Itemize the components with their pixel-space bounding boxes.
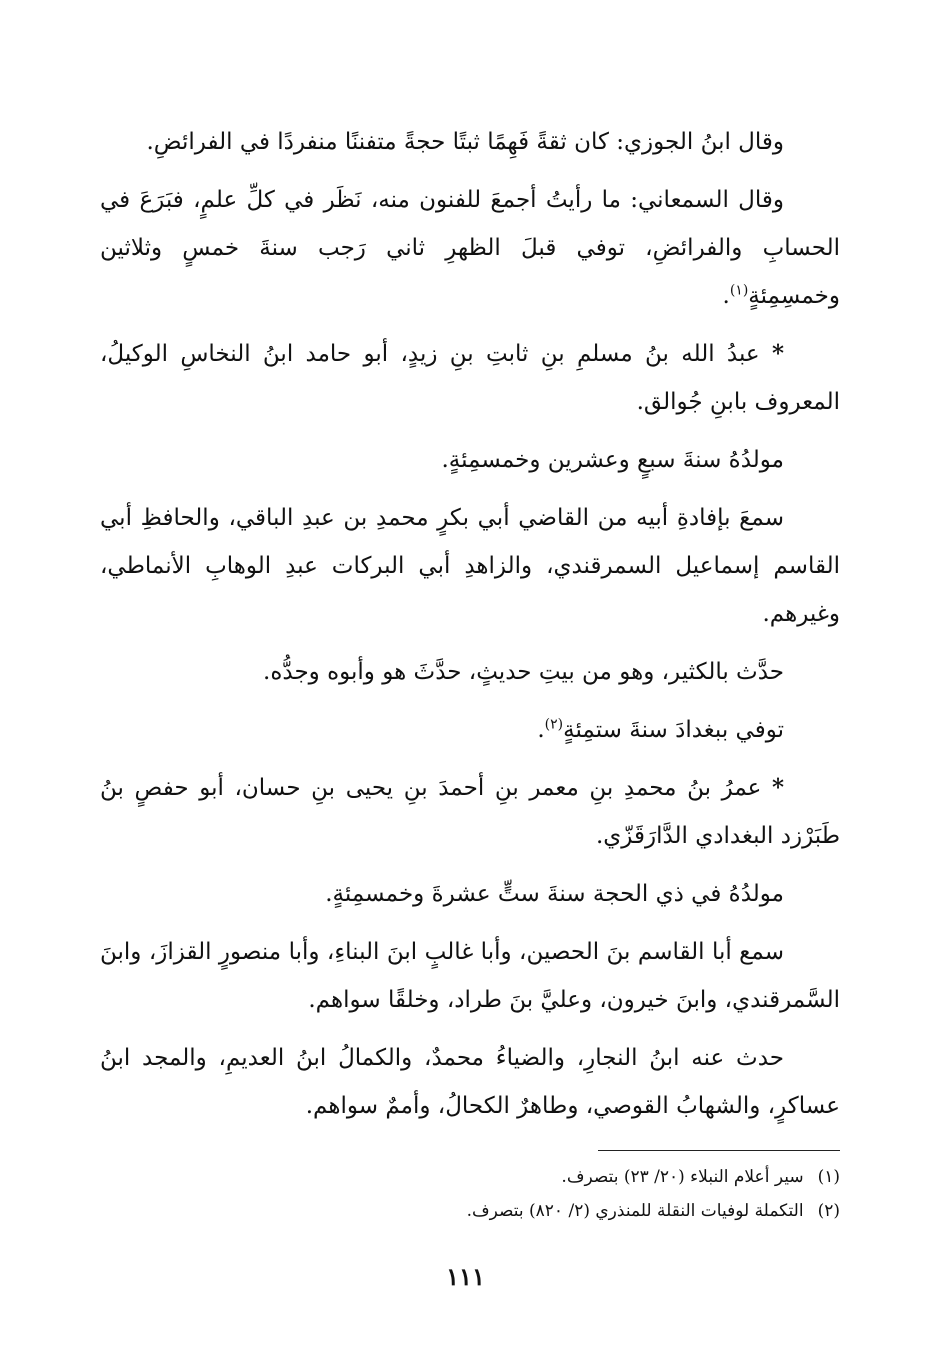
paragraph-death-1 — [100, 706, 840, 754]
footnote-separator — [598, 1150, 840, 1151]
paragraph-heard-1 — [100, 494, 840, 638]
paragraph-text: حدث عنه ابنُ النجارِ، والضياءُ محمدٌ، والكمالُ ابنُ العديمِ، والمجد ابنُ عساكرٍ، والشهابُ القوصي، وطاهرٌ الكحالُ، وأممٌ سواهم. — [100, 1045, 840, 1119]
footnote-ref-2[interactable]: (٢) — [544, 716, 564, 733]
paragraph-text: مولدُهُ في ذي الحجة سنةَ ستٍّ عشرةَ وخمسمِئةٍ. — [325, 881, 784, 907]
paragraph-birth-1 — [100, 436, 840, 484]
footnote-1 — [100, 1160, 840, 1194]
entry-heading-text: عمرُ بنُ محمدِ بنِ معمر بنِ أحمدَ بنِ يحيى بنِ حسان، أبو حفصٍ بنُ طَبَرْزد البغدادي الدَّارَقَزّي. — [100, 775, 840, 849]
paragraph-text: سمع أبا القاسم بنَ الحصين، وأبا غالبٍ ابنَ البناءِ، وأبا منصورٍ القزازَ، وابنَ السَّمرقندي، وابنَ خيرون، وعليَّ بنَ طراد، وخلقًا سواهم. — [100, 939, 840, 1013]
entry-heading-text: عبدُ الله بنُ مسلمِ بنِ ثابتِ بنِ زيدٍ، أبو حامد ابنُ النخاسِ الوكيلُ، المعروف بابنِ جُوالق. — [100, 341, 840, 415]
paragraph-text: وقال السمعاني: ما رأيتُ أجمعَ للفنون منه، نَظَر في كلِّ علمٍ، فبَرَعَ في الحسابِ والفرائضِ، توفي قبلَ الظهرِ ثاني رَجب سنةَ خمسٍ وثلاثين وخمسِمِئةٍ — [100, 187, 840, 309]
main-text — [100, 118, 840, 1140]
footnote-2 — [100, 1194, 840, 1228]
paragraph-text: مولدُهُ سنةَ سبعٍ وعشرين وخمسمِئةٍ. — [441, 447, 784, 473]
footnote-number: (٢) — [817, 1201, 840, 1221]
page-number: ١١١ — [446, 1262, 485, 1291]
period: . — [722, 283, 730, 309]
paragraph-text: وقال ابنُ الجوزي: كان ثقةً فَهِمًا ثبتًا حجةً متفننًا منفردًا في الفرائضِ. — [146, 129, 784, 155]
paragraph-heard-2 — [100, 928, 840, 1024]
footnote-text: التكملة لوفيات النقلة للمنذري (٢/ ٨٢٠) بتصرف. — [466, 1201, 804, 1221]
footnote-text: سير أعلام النبلاء (٢٠/ ٢٣) بتصرف. — [561, 1167, 804, 1187]
entry-abdullah-ibn-muslim — [100, 330, 840, 426]
paragraph-birth-2 — [100, 870, 840, 918]
paragraph-narrated-2 — [100, 1034, 840, 1130]
paragraph-samaani — [100, 176, 840, 320]
paragraph-text: حدَّث بالكثير، وهو من بيتِ حديثٍ، حدَّثَ هو وأبوه وجدُّه. — [263, 659, 784, 685]
paragraph-text: توفي ببغدادَ سنةَ ستمِئةٍ — [563, 717, 784, 743]
entry-star-marker: * — [771, 340, 785, 367]
entry-star-marker: * — [771, 774, 785, 801]
period: . — [537, 717, 545, 743]
footnotes — [100, 1160, 840, 1228]
paragraph-text: سمعَ بإفادةِ أبيه من القاضي أبي بكرٍ محمدِ بن عبدِ الباقي، والحافظِ أبي القاسم إسماعيل السمرقندي، والزاهدِ أبي البركات عبدِ الوهابِ الأنماطي، وغيرهم. — [100, 505, 840, 627]
footnote-number: (١) — [817, 1167, 840, 1187]
paragraph-ibn-aljawzi — [100, 118, 840, 166]
footnote-ref-1[interactable]: (١) — [729, 282, 749, 299]
entry-umar-ibn-muhammad — [100, 764, 840, 860]
paragraph-narrated-1 — [100, 648, 840, 696]
